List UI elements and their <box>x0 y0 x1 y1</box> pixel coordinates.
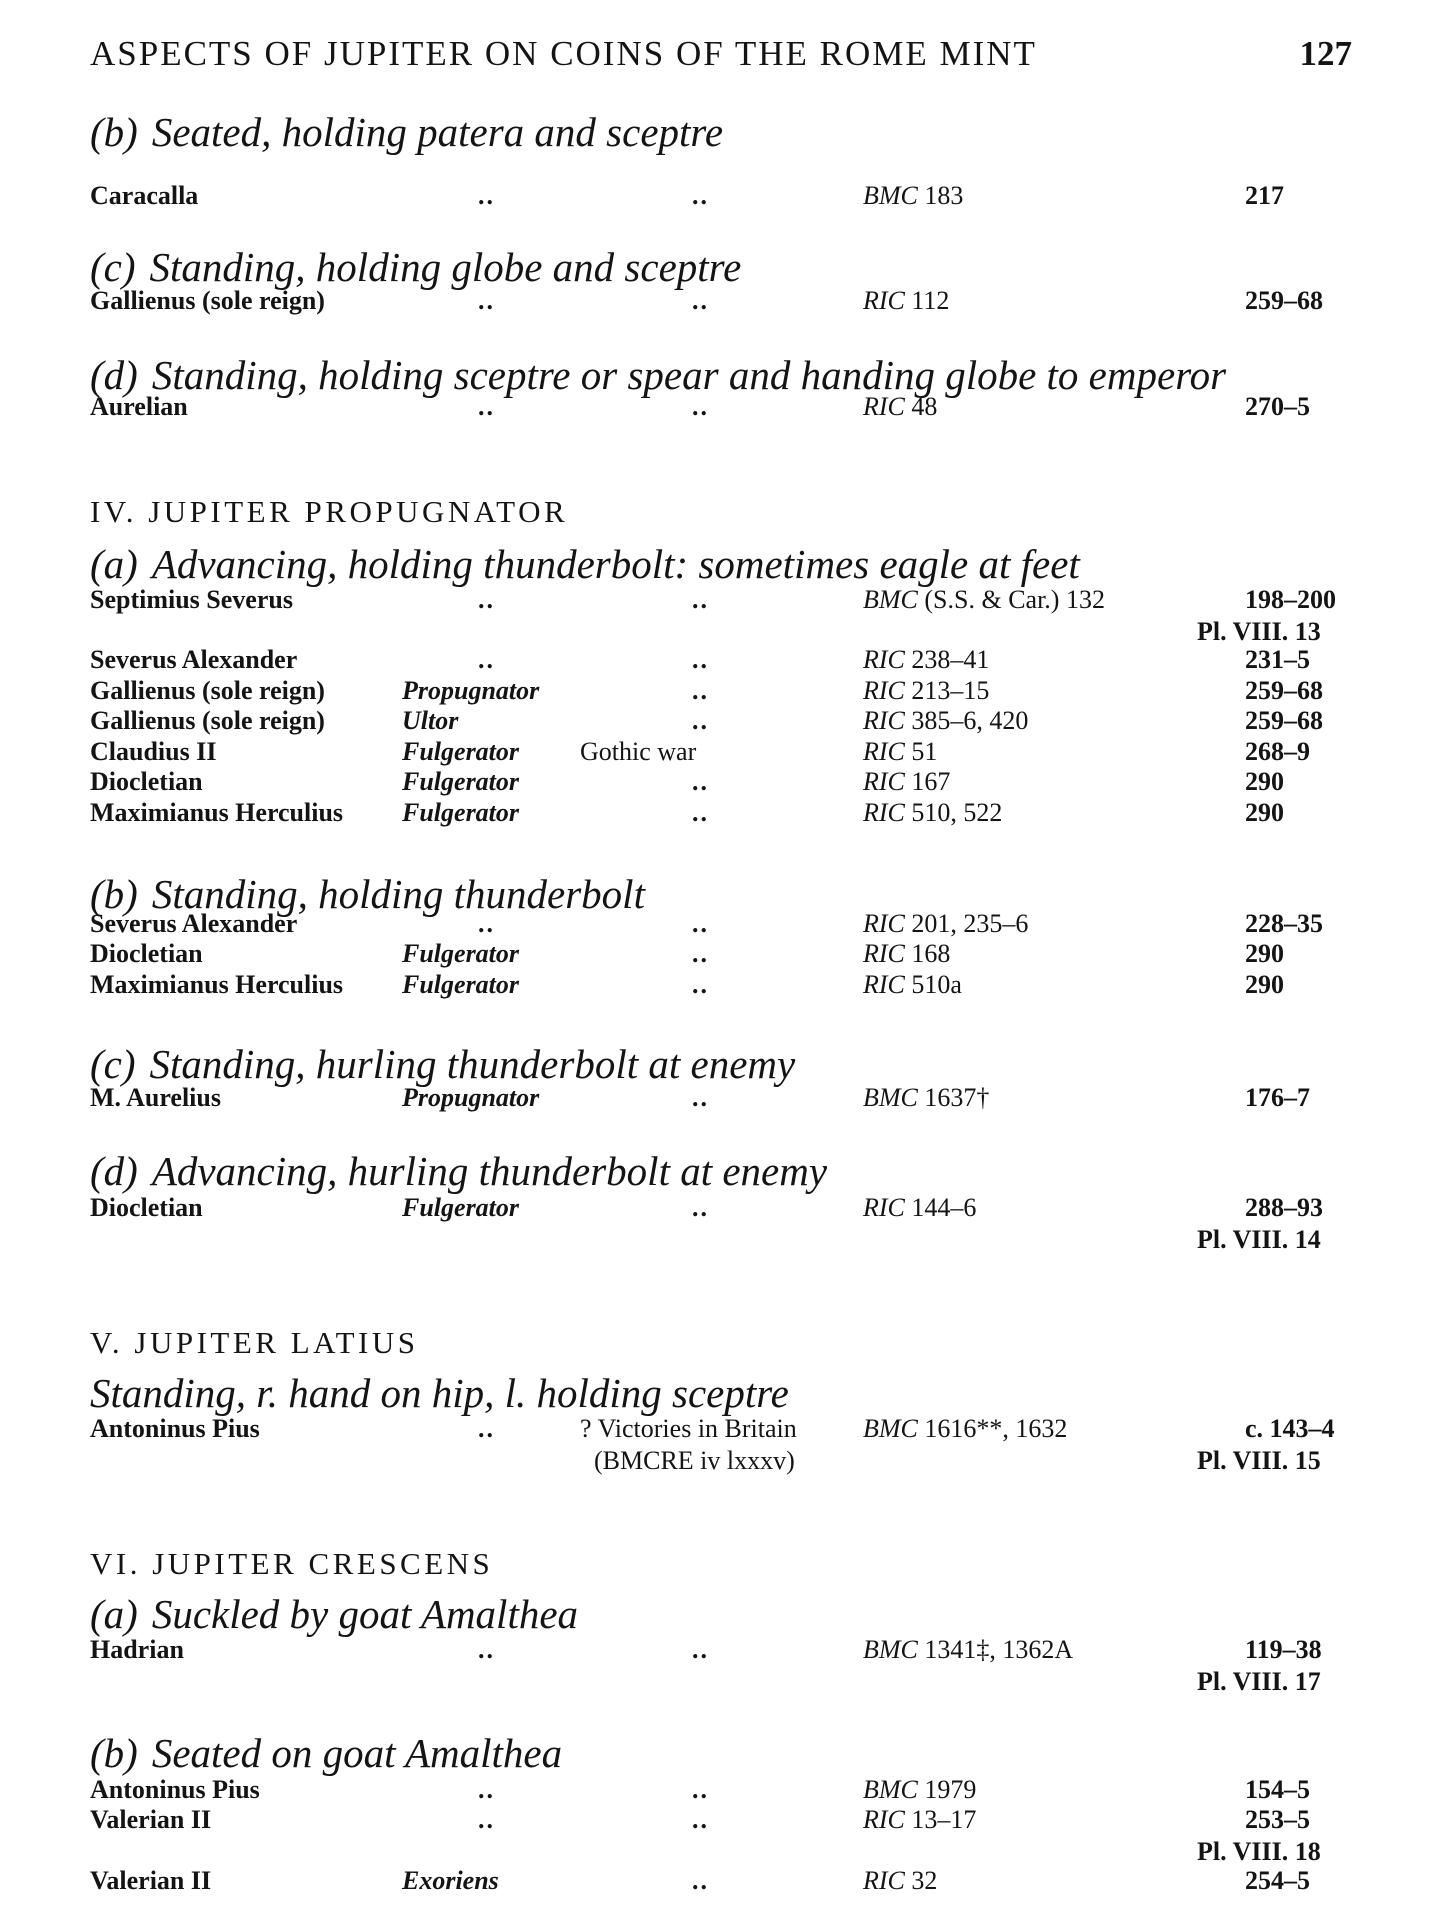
date-range: c. 143–4 <box>1245 1414 1335 1443</box>
legend-word: Exoriens <box>402 1866 499 1895</box>
occasion-note: .. <box>692 798 709 827</box>
emperor-name: Severus Alexander <box>90 909 298 938</box>
catalogue-row <box>0 736 1440 768</box>
catalogue-row <box>0 1192 1440 1254</box>
catalogue-reference <box>863 1192 976 1224</box>
catalogue-reference <box>863 705 1028 737</box>
legend-word: .. <box>478 286 495 315</box>
catalogue-reference <box>863 1413 1067 1445</box>
catalogue-row <box>0 675 1440 707</box>
subsection-tag: (a) <box>90 1591 138 1637</box>
occasion-note: .. <box>692 767 709 796</box>
subsection-tag: (c) <box>90 1041 136 1087</box>
reference-series: RIC <box>863 909 905 938</box>
emperor-name: Maximianus Herculius <box>90 970 344 999</box>
subsection-text: Standing, holding globe and sceptre <box>149 244 742 290</box>
catalogue-reference <box>863 180 963 212</box>
occasion-note: .. <box>692 1866 709 1895</box>
emperor-name: Gallienus (sole reign) <box>90 706 325 735</box>
catalogue-reference <box>863 908 1028 940</box>
plate-reference: Pl. VIII. 18 <box>1197 1837 1321 1866</box>
catalogue-row <box>0 644 1440 676</box>
emperor-name: Severus Alexander <box>90 645 298 674</box>
reference-number: 13–17 <box>911 1805 977 1834</box>
legend-word: Fulgerator <box>402 939 520 968</box>
reference-number: 510, 522 <box>911 798 1003 827</box>
catalogue-row <box>0 797 1440 829</box>
page-number: 127 <box>1299 34 1352 73</box>
catalogue-row <box>0 1804 1440 1866</box>
catalogue-row <box>0 908 1440 940</box>
reference-number: 201, 235–6 <box>911 909 1029 938</box>
date-range: 268–9 <box>1245 737 1310 766</box>
occasion-note: .. <box>692 585 709 614</box>
legend-word: .. <box>478 909 495 938</box>
reference-series: BMC <box>863 1635 918 1664</box>
date-range: 290 <box>1245 767 1284 796</box>
catalogue-reference <box>863 1774 976 1806</box>
legend-word: Propugnator <box>402 1083 540 1112</box>
subsection-text: Standing, hurling thunderbolt at enemy <box>149 1041 796 1087</box>
plate-reference: Pl. VIII. 17 <box>1197 1667 1321 1696</box>
legend-word: Fulgerator <box>402 1193 520 1222</box>
reference-number: 32 <box>911 1866 938 1895</box>
legend-word: .. <box>478 645 495 674</box>
emperor-name: Maximianus Herculius <box>90 798 344 827</box>
date-range: 259–68 <box>1245 286 1323 315</box>
subsection-tag: (d) <box>90 1148 138 1194</box>
date-range: 217 <box>1245 181 1284 210</box>
catalogue-reference <box>863 1804 976 1836</box>
reference-series: RIC <box>863 392 905 421</box>
date-range: 231–5 <box>1245 645 1310 674</box>
subsection-text: Seated, holding patera and sceptre <box>151 109 724 155</box>
subsection-title <box>90 1590 578 1638</box>
emperor-name: Gallienus (sole reign) <box>90 676 325 705</box>
date-range: 290 <box>1245 939 1284 968</box>
catalogue-reference <box>863 391 937 423</box>
catalogue-row <box>0 1774 1440 1806</box>
catalogue-reference <box>863 1865 937 1897</box>
date-range: 253–5 <box>1245 1805 1310 1834</box>
occasion-note: .. <box>692 181 709 210</box>
emperor-name: Gallienus (sole reign) <box>90 286 325 315</box>
plate-reference: Pl. VIII. 13 <box>1197 617 1321 646</box>
catalogue-reference <box>863 766 950 798</box>
occasion-note: .. <box>692 1805 709 1834</box>
subsection-text: Suckled by goat Amalthea <box>151 1591 579 1637</box>
emperor-name: Claudius II <box>90 737 217 766</box>
reference-series: RIC <box>863 798 905 827</box>
emperor-name: Septimius Severus <box>90 585 293 614</box>
catalogue-reference <box>863 969 962 1001</box>
occasion-note: .. <box>692 676 709 705</box>
catalogue-row <box>0 969 1440 1001</box>
plate-reference: Pl. VIII. 14 <box>1197 1225 1321 1254</box>
emperor-name: Diocletian <box>90 767 203 796</box>
reference-series: RIC <box>863 1805 905 1834</box>
reference-number: 1616**, 1632 <box>924 1414 1068 1443</box>
occasion-note: .. <box>692 706 709 735</box>
legend-word: .. <box>478 181 495 210</box>
legend-word: .. <box>478 1635 495 1664</box>
subsection-text: Seated on goat Amalthea <box>151 1730 563 1776</box>
reference-series: BMC <box>863 1414 918 1443</box>
emperor-name: Valerian II <box>90 1866 212 1895</box>
reference-series: RIC <box>863 706 905 735</box>
subsection-title <box>90 108 723 156</box>
legend-word: Propugnator <box>402 676 540 705</box>
occasion-note: .. <box>692 645 709 674</box>
emperor-name: Diocletian <box>90 939 203 968</box>
occasion-note: .. <box>692 1083 709 1112</box>
date-range: 290 <box>1245 798 1284 827</box>
catalogue-row <box>0 1634 1440 1696</box>
catalogue-reference <box>863 285 949 317</box>
reference-series: RIC <box>863 737 905 766</box>
emperor-name: Valerian II <box>90 1805 212 1834</box>
emperor-name: Antoninus Pius <box>90 1775 260 1804</box>
catalogue-row <box>0 1082 1440 1114</box>
subsection-tag: (a) <box>90 541 138 587</box>
reference-series: RIC <box>863 939 905 968</box>
emperor-name: Antoninus Pius <box>90 1414 260 1443</box>
date-range: 119–38 <box>1245 1635 1322 1664</box>
catalogue-reference <box>863 938 950 970</box>
legend-word: .. <box>478 392 495 421</box>
date-range: 228–35 <box>1245 909 1323 938</box>
reference-series: BMC <box>863 1083 918 1112</box>
occasion-note-ref: (BMCRE iv lxxxv) <box>594 1446 795 1475</box>
catalogue-row <box>0 285 1440 317</box>
occasion-note: .. <box>692 392 709 421</box>
reference-number: 144–6 <box>911 1193 977 1222</box>
subsection-tag: (b) <box>90 109 138 155</box>
reference-number: 510a <box>911 970 962 999</box>
reference-series: RIC <box>863 767 905 796</box>
occasion-note: .. <box>692 286 709 315</box>
occasion-note: .. <box>692 909 709 938</box>
reference-number: 385–6, 420 <box>911 706 1029 735</box>
subsection-tag: (b) <box>90 1730 138 1776</box>
date-range: 259–68 <box>1245 676 1323 705</box>
reference-number: 1637† <box>924 1083 990 1112</box>
running-header <box>90 34 1352 74</box>
reference-series: RIC <box>863 970 905 999</box>
date-range: 198–200 <box>1245 585 1336 614</box>
legend-word: .. <box>478 1775 495 1804</box>
legend-word: Fulgerator <box>402 798 520 827</box>
emperor-name: Hadrian <box>90 1635 184 1664</box>
date-range: 254–5 <box>1245 1866 1310 1895</box>
subsection-title <box>90 1729 562 1777</box>
subsection-tag: (d) <box>90 352 138 398</box>
occasion-note: .. <box>692 1193 709 1222</box>
subsection-tag: (c) <box>90 244 136 290</box>
subsection-title <box>90 540 1080 588</box>
catalogue-reference <box>863 797 1002 829</box>
legend-word: .. <box>478 1414 495 1443</box>
reference-series: RIC <box>863 676 905 705</box>
catalogue-reference <box>863 1082 989 1114</box>
catalogue-row <box>0 584 1440 646</box>
date-range: 288–93 <box>1245 1193 1323 1222</box>
plate-reference: Pl. VIII. 15 <box>1197 1446 1321 1475</box>
date-range: 290 <box>1245 970 1284 999</box>
occasion-note: .. <box>692 970 709 999</box>
subsection-title <box>90 1147 827 1195</box>
section-heading: IV. JUPITER PROPUGNATOR <box>90 494 569 529</box>
legend-word: Ultor <box>402 706 459 735</box>
catalogue-row <box>0 1865 1440 1897</box>
reference-number: 183 <box>924 181 964 210</box>
reference-series: BMC <box>863 585 918 614</box>
legend-word: Fulgerator <box>402 737 520 766</box>
legend-word: Fulgerator <box>402 767 520 796</box>
subsection-text: Advancing, hurling thunderbolt at enemy <box>151 1148 828 1194</box>
subsection-text: Advancing, holding thunderbolt: sometimes eagle at feet <box>151 541 1080 587</box>
reference-series: RIC <box>863 1193 905 1222</box>
emperor-name: M. Aurelius <box>90 1083 221 1112</box>
subsection-title <box>90 1040 795 1088</box>
emperor-name: Aurelian <box>90 392 188 421</box>
reference-number: 213–15 <box>911 676 990 705</box>
occasion-note: .. <box>692 939 709 968</box>
date-range: 176–7 <box>1245 1083 1310 1112</box>
reference-series: RIC <box>863 286 905 315</box>
reference-number: 238–41 <box>911 645 990 674</box>
catalogue-row <box>0 938 1440 970</box>
catalogue-row <box>0 705 1440 737</box>
section-heading: V. JUPITER LATIUS <box>90 1325 419 1360</box>
reference-number: 48 <box>911 392 938 421</box>
date-range: 154–5 <box>1245 1775 1310 1804</box>
reference-number: 168 <box>911 939 951 968</box>
legend-word: .. <box>478 1805 495 1834</box>
date-range: 259–68 <box>1245 706 1323 735</box>
section-heading: VI. JUPITER CRESCENS <box>90 1546 494 1581</box>
occasion-note: .. <box>692 1635 709 1664</box>
date-range: 270–5 <box>1245 392 1310 421</box>
catalogue-row <box>0 766 1440 798</box>
subsection-title <box>90 1369 789 1417</box>
reference-number: 1979 <box>924 1775 977 1804</box>
subsection-text: Standing, holding sceptre or spear and handing globe to emperor <box>151 352 1227 398</box>
catalogue-reference <box>863 644 989 676</box>
catalogue-reference <box>863 1634 1073 1666</box>
catalogue-reference <box>863 736 937 768</box>
subsection-text: Standing, holding thunderbolt <box>151 871 645 917</box>
catalogue-row <box>0 1413 1440 1475</box>
legend-word: .. <box>478 585 495 614</box>
reference-number: 51 <box>911 737 938 766</box>
reference-series: BMC <box>863 1775 918 1804</box>
catalogue-row <box>0 180 1440 212</box>
subsection-title <box>90 243 741 291</box>
reference-series: RIC <box>863 1866 905 1895</box>
subsection-tag: (b) <box>90 871 138 917</box>
reference-number: 1341‡, 1362A <box>924 1635 1074 1664</box>
occasion-note: ? Victories in Britain <box>580 1414 797 1443</box>
occasion-note: Gothic war <box>580 737 697 766</box>
catalogue-reference <box>863 584 1105 616</box>
reference-number: 112 <box>911 286 950 315</box>
reference-number: 167 <box>911 767 951 796</box>
emperor-name: Caracalla <box>90 181 199 210</box>
catalogue-row <box>0 391 1440 423</box>
emperor-name: Diocletian <box>90 1193 203 1222</box>
running-title: ASPECTS OF JUPITER ON COINS OF THE ROME MINT <box>90 34 1037 73</box>
reference-number: (S.S. & Car.) 132 <box>924 585 1105 614</box>
legend-word: Fulgerator <box>402 970 520 999</box>
occasion-note: .. <box>692 1775 709 1804</box>
catalogue-reference <box>863 675 989 707</box>
subsection-text: Standing, r. hand on hip, l. holding sceptre <box>90 1370 789 1416</box>
reference-series: RIC <box>863 645 905 674</box>
reference-series: BMC <box>863 181 918 210</box>
